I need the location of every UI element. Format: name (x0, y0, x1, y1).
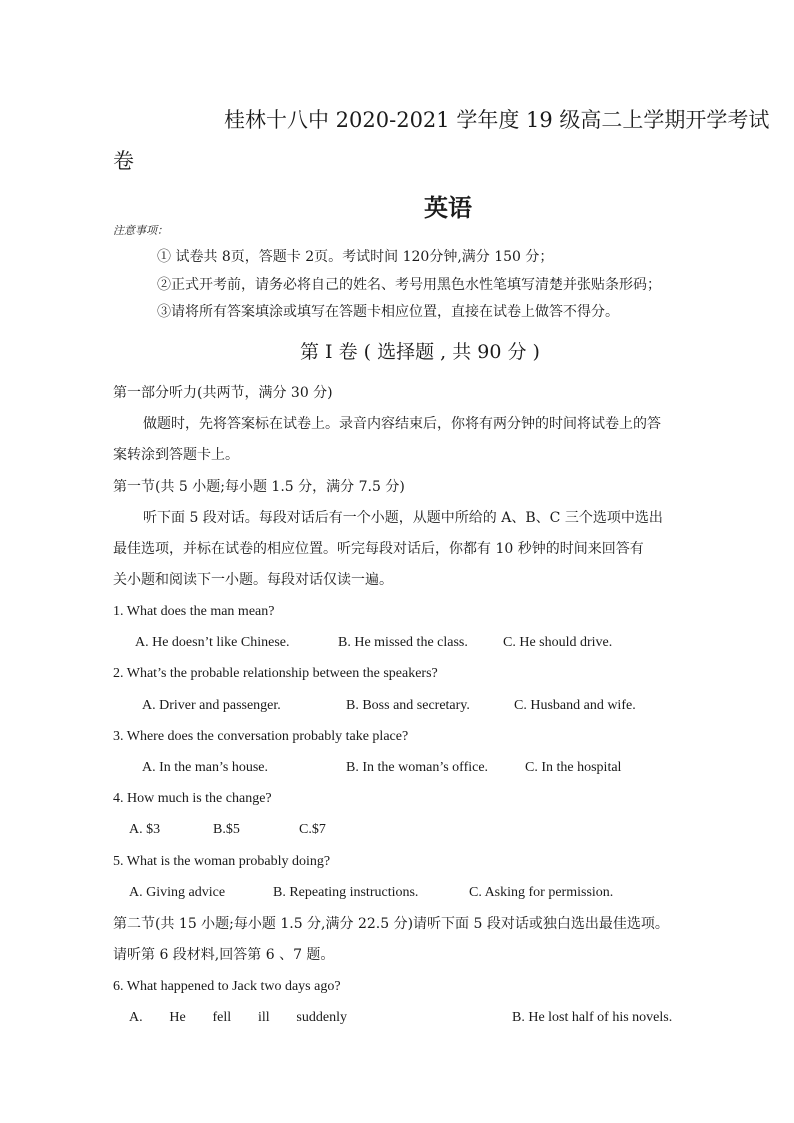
note-item-3: ③请将所有答案填涂或填写在答题卡相应位置，直接在试卷上做答不得分。 (157, 304, 619, 320)
listening-heading: 第一部分听力(共两节，满分 30 分) (113, 385, 333, 401)
question-6-option-a (129, 1009, 347, 1027)
question-1-option-a: A. He doesn’t like Chinese. (135, 635, 290, 650)
question-1-option-c: C. He should drive. (503, 635, 613, 650)
note-item-1: ① 试卷共 8页，答题卡 2页。考试时间 120分钟,满分 150 分； (157, 249, 554, 265)
notes-heading: 注意事项： (113, 224, 168, 237)
section1-heading: 第一节(共 5 小题;每小题 1.5 分，满分 7.5 分) (113, 479, 405, 495)
q6-a-word: A. (129, 1010, 143, 1025)
section2-heading-l2: 请听第 6 段材料,回答第 6 、7 题。 (113, 947, 335, 963)
q6-a-word: fell (212, 1010, 232, 1025)
question-3-option-a: A. In the man’s house. (142, 760, 268, 775)
part1-title: 第 I 卷 ( 选择题 , 共 90 分 ) (300, 341, 540, 363)
section2-heading-l1: 第二节(共 15 小题;每小题 1.5 分,满分 22.5 分)请听下面 5 段对话或独白选出最佳选项。 (113, 916, 669, 932)
question-6: 6. What happened to Jack two days ago? (113, 979, 341, 994)
question-6-option-b: B. He lost half of his novels. (512, 1010, 673, 1025)
subject-title: 英语 (424, 193, 472, 222)
question-5: 5. What is the woman probably doing? (113, 854, 331, 869)
section1-instruction-l1: 听下面 5 段对话。每段对话后有一个小题，从题中所给的 A、B、C 三个选项中选出 (143, 510, 663, 526)
question-2-option-c: C. Husband and wife. (514, 698, 636, 713)
question-4: 4. How much is the change? (113, 791, 272, 806)
exam-title-line1: 桂林十八中 2020-2021 学年度 19 级高二上学期开学考试 (224, 108, 770, 132)
question-3-option-c: C. In the hospital (525, 760, 622, 775)
section1-instruction-l2: 最佳选项，并标在试卷的相应位置。听完每段对话后，你都有 10 秒钟的时间来回答有 (113, 541, 644, 557)
q6-a-word: ill (257, 1010, 270, 1025)
q6-a-word: He (169, 1010, 186, 1025)
question-5-option-b: B. Repeating instructions. (273, 885, 419, 900)
question-5-option-a: A. Giving advice (129, 885, 226, 900)
question-2: 2. What’s the probable relationship between the speakers? (113, 666, 438, 681)
question-4-option-a: A. $3 (129, 822, 161, 837)
question-1: 1. What does the man mean? (113, 604, 275, 619)
question-2-option-a: A. Driver and passenger. (142, 698, 281, 713)
note-item-2: ②正式开考前，请务必将自己的姓名、考号用黑色水性笔填写清楚并张贴条形码； (157, 277, 661, 293)
listening-instruction-l2: 案转涂到答题卡上。 (113, 447, 239, 463)
question-5-option-c: C. Asking for permission. (469, 885, 614, 900)
section1-instruction-l3: 关小题和阅读下一小题。每段对话仅读一遍。 (113, 572, 393, 588)
question-4-option-c: C.$7 (299, 822, 326, 837)
q6-a-word: suddenly (296, 1010, 347, 1025)
question-3: 3. Where does the conversation probably take place? (113, 729, 409, 744)
question-2-option-b: B. Boss and secretary. (346, 698, 470, 713)
listening-instruction-l1: 做题时，先将答案标在试卷上。录音内容结束后，你将有两分钟的时间将试卷上的答 (143, 416, 661, 432)
question-3-option-b: B. In the woman’s office. (346, 760, 489, 775)
question-4-option-b: B.$5 (213, 822, 240, 837)
question-1-option-b: B. He missed the class. (338, 635, 468, 650)
exam-title-line2: 卷 (113, 149, 134, 173)
